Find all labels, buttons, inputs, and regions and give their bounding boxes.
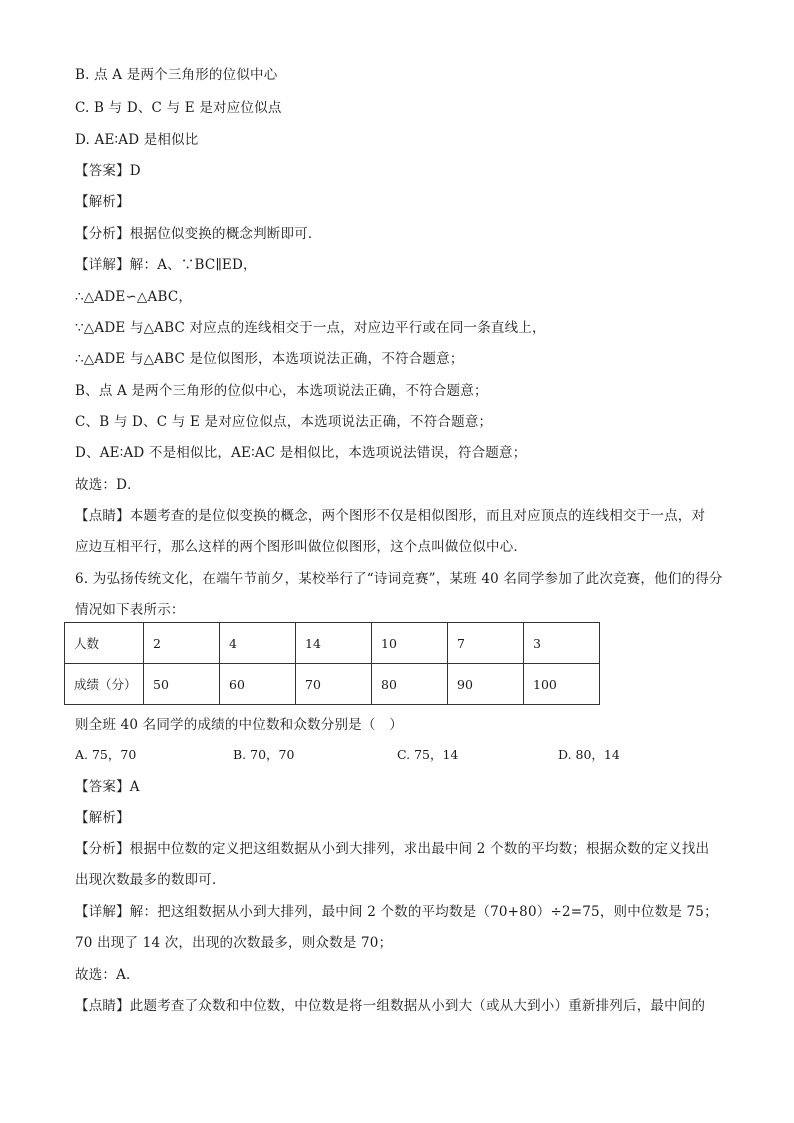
analysis-heading: 【解析】 — [75, 810, 130, 826]
table-cell: 90 — [448, 664, 524, 705]
analysis-fenxi: 【分析】根据位似变换的概念判断即可． — [75, 226, 322, 242]
table-cell: 50 — [144, 664, 220, 705]
table-cell: 60 — [220, 664, 296, 705]
detail-line: 【详解】解：把这组数据从小到大排列，最中间 2 个数的平均数是（70+80）÷2=75，则中位数是 75； — [75, 904, 718, 920]
question-stem: 6. 为弘扬传统文化，在端午节前夕，某校举行了“诗词竞赛”，某班 40 名同学参加了此次竞赛，他们的得分 — [75, 571, 723, 587]
option-c: C. B 与 D、C 与 E 是对应位似点 — [75, 100, 282, 116]
detail-line: ∴△ADE 与△ABC 是位似图形，本选项说法正确，不符合题意； — [75, 351, 464, 367]
option-b: B. 点 A 是两个三角形的位似中心 — [75, 67, 278, 83]
analysis-heading: 【解析】 — [75, 194, 130, 210]
detail-line: C、B 与 D、C 与 E 是对应位似点，本选项说法正确，不符合题意； — [75, 414, 493, 430]
detail-line: 故选：D． — [75, 477, 141, 493]
score-table — [64, 622, 600, 705]
table-cell: 成绩（分） — [65, 664, 144, 705]
detail-line: ∵△ADE 与△ABC 对应点的连线相交于一点，对应边平行或在同一条直线上， — [75, 320, 546, 336]
table-cell: 100 — [524, 664, 600, 705]
detail-line: 70 出现了 14 次，出现的次数最多，则众数是 70； — [75, 935, 393, 951]
analysis-fenxi: 【分析】根据中位数的定义把这组数据从小到大排列，求出最中间 2 个数的平均数；根据众数的定义找出 — [75, 841, 710, 857]
table-cell: 7 — [448, 623, 524, 664]
table-cell: 80 — [372, 664, 448, 705]
detail-line: 【详解】解：A、∵BC∥ED， — [75, 257, 257, 273]
dianjing-line: 【点睛】此题考查了众数和中位数，中位数是将一组数据从小到大（或从大到小）重新排列后，最中间的 — [75, 998, 706, 1014]
question-stem: 情况如下表所示： — [75, 602, 185, 618]
table-cell: 14 — [296, 623, 372, 664]
table-row — [65, 623, 600, 664]
table-cell: 3 — [524, 623, 600, 664]
answer-line: 【答案】D — [75, 163, 141, 179]
dianjing-line: 应边互相平行，那么这样的两个图形叫做位似图形，这个点叫做位似中心． — [75, 539, 528, 555]
table-cell: 2 — [144, 623, 220, 664]
table-cell: 4 — [220, 623, 296, 664]
dianjing-line: 【点睛】本题考查的是位似变换的概念，两个图形不仅是相似图形，而且对应顶点的连线相交于一点，对 — [75, 508, 706, 524]
table-cell: 10 — [372, 623, 448, 664]
option-b: B. 70，70 — [233, 747, 295, 762]
detail-line: B、点 A 是两个三角形的位似中心，本选项说法正确，不符合题意； — [75, 383, 488, 399]
detail-line: 故选：A． — [75, 967, 140, 983]
option-d: D. 80，14 — [558, 747, 620, 762]
analysis-fenxi: 出现次数最多的数即可． — [75, 872, 226, 888]
question-prompt: 则全班 40 名同学的成绩的中位数和众数分别是（ ） — [75, 717, 403, 733]
table-cell: 70 — [296, 664, 372, 705]
table-row — [65, 664, 600, 705]
option-c: C. 75，14 — [397, 747, 459, 762]
options-row — [75, 745, 715, 763]
detail-line: D、AE∶AD 不是相似比，AE∶AC 是相似比，本选项说法错误，符合题意； — [75, 445, 527, 461]
option-d: D. AE∶AD 是相似比 — [75, 132, 199, 148]
table-cell: 人数 — [65, 623, 144, 664]
answer-line: 【答案】A — [75, 779, 140, 795]
detail-line: ∴△ADE∽△ABC， — [75, 289, 193, 305]
option-a: A. 75，70 — [75, 747, 137, 762]
